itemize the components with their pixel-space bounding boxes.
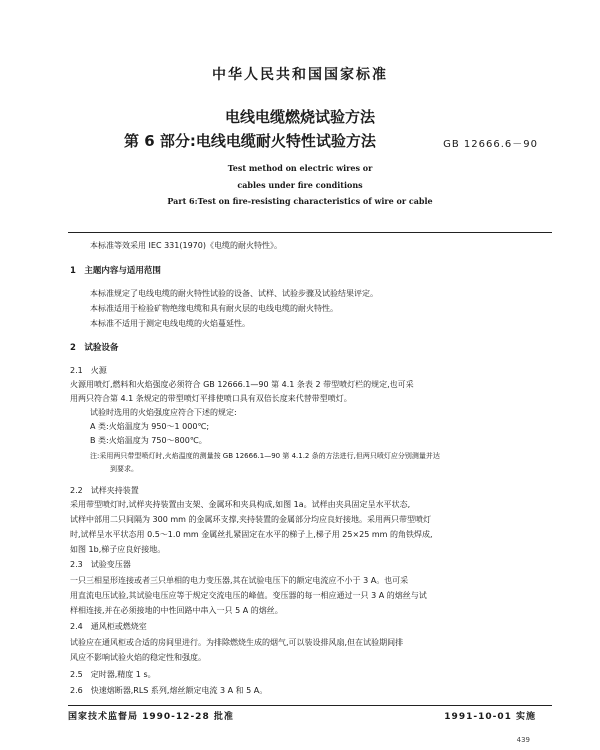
subsection-2-1-line: A 类:火焰温度为 950～1 000℃; (90, 422, 210, 431)
section-2-heading: 2 试验设备 (70, 343, 119, 353)
subsection-2-1-heading: 2.1 火源 (70, 366, 107, 375)
subsection-2-3-line: 一只三相星形连接或者三只单相的电力变压器,其在试验电压下的额定电流应不小于 3 A。也可采 (70, 576, 409, 585)
section-1-paragraph: 本标准适用于检验矿物绝缘电缆和具有耐火层的电线电缆的耐火特性。 (90, 304, 338, 313)
subsection-2-2-line: 试样中部用二只间隔为 300 mm 的金属环支撑,夹持装置的金属部分均应良好接地。采用两只带型喷灯 (70, 515, 432, 524)
english-title-line-2: cables under fire conditions (237, 180, 363, 190)
main-title: 电线电缆燃烧试验方法 (224, 108, 375, 126)
footer-divider (68, 705, 552, 706)
subsection-2-5: 2.5 定时器,精度 1 s。 (70, 670, 156, 679)
standard-type-heading: 中华人民共和国国家标准 (212, 67, 388, 83)
subsection-2-2-line: 时,试样呈水平状态用 0.5～1.0 mm 金属丝扎紧固定在水平的梯子上,梯子用 25×25 mm 的角铁焊成, (70, 530, 433, 539)
subsection-2-2-heading: 2.2 试样夹持装置 (70, 486, 139, 495)
page-number: 439 (516, 736, 530, 744)
part-title: 第 6 部分:电线电缆耐火特性试验方法 (124, 132, 376, 150)
subsection-2-1-line: 火源用喷灯,燃料和火焰强度必须符合 GB 12666.1—90 第 4.1 条表 2 带型喷灯栏的规定,也可采 (70, 380, 414, 389)
subsection-2-3-heading: 2.3 试验变压器 (70, 560, 131, 569)
subsection-2-3-line: 用直流电压试验,其试验电压应等于规定交流电压的峰值。变压器的每一相应通过一只 3 A 的熔丝与试 (70, 591, 427, 600)
subsection-2-2-line: 采用带型喷灯时,试样夹持装置由支架、金属环和夹具构成,如图 1a。试样由夹具固定呈水平状态, (70, 500, 411, 509)
approval-date: 国家技术监督局 1990-12-28 批准 (68, 712, 234, 722)
section-1-heading: 1 主题内容与适用范围 (70, 266, 161, 276)
intro-paragraph: 本标准等效采用 IEC 331(1970)《电缆的耐火特性》。 (90, 241, 282, 250)
english-title-line-3: Part 6:Test on fire-resisting characteristics of wire or cable (167, 196, 433, 206)
standard-code: GB 12666.6－90 (443, 139, 538, 150)
subsection-2-4-line: 风应不影响试验火焰的稳定性和强度。 (70, 653, 206, 662)
subsection-2-1-note: 到要求。 (110, 465, 138, 473)
implementation-date: 1991-10-01 实施 (444, 712, 536, 722)
english-title-line-1: Test method on electric wires or (227, 163, 373, 173)
subsection-2-1-note: 注:采用两只带型喷灯时,火焰温度的测量按 GB 12666.1—90 第 4.1.2 条的方法进行,但两只喷灯应分别测量并达 (90, 452, 440, 460)
subsection-2-1-line: B 类:火焰温度为 750～800℃。 (90, 436, 207, 445)
subsection-2-4-heading: 2.4 通风柜或燃烧室 (70, 622, 147, 631)
header-divider (68, 232, 552, 233)
subsection-2-1-line: 试验时选用的火焰强度应符合下述的规定: (90, 408, 237, 417)
subsection-2-1-line: 用两只符合第 4.1 条规定的带型喷灯平排使喷口具有双倍长度来代替带型喷灯。 (70, 394, 352, 403)
subsection-2-4-line: 试验应在通风柜或合适的房间里进行。为排除燃烧生成的烟气,可以装设排风扇,但在试验期间排 (70, 638, 404, 647)
subsection-2-6: 2.6 快速熔断器,RLS 系列,熔丝额定电流 3 A 和 5 A。 (70, 686, 268, 695)
section-1-paragraph: 本标准不适用于测定电线电缆的火焰蔓延性。 (90, 319, 250, 328)
subsection-2-2-line: 如图 1b,梯子应良好接地。 (70, 545, 166, 554)
subsection-2-3-line: 样相连接,并在必须接地的中性回路中串入一只 5 A 的熔丝。 (70, 606, 283, 615)
section-1-paragraph: 本标准规定了电线电缆的耐火特性试验的设备、试样、试验步骤及试验结果评定。 (90, 289, 378, 298)
